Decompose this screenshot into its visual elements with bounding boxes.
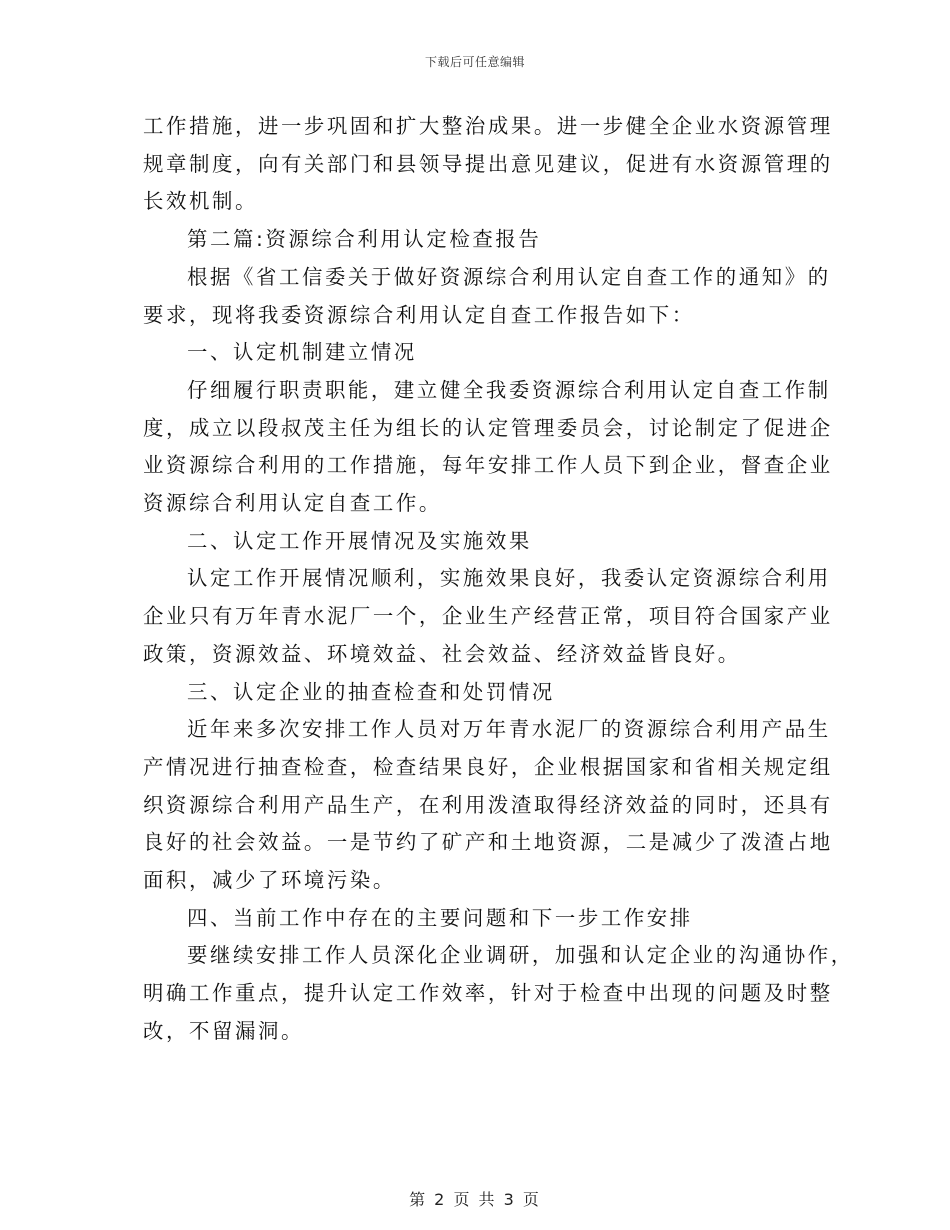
body-line: 工作措施，进一步巩固和扩大整治成果。进一步健全企业水资源管理 [143, 114, 833, 138]
body-line: 企业只有万年青水泥厂一个，企业生产经营正常，项目符合国家产业 [143, 604, 833, 629]
section-title: 第二篇:资源综合利用认定检查报告 [187, 227, 542, 252]
body-line: 良好的社会效益。一是节约了矿产和土地资源，二是减少了泼渣占地 [143, 830, 833, 855]
body-line: 要继续安排工作人员深化企业调研，加强和认定企业的沟通协作， [187, 943, 854, 968]
body-line: 资源综合利用认定自查工作。 [143, 491, 442, 516]
body-line: 根据《省工信委关于做好资源综合利用认定自查工作的通知》的 [187, 264, 831, 289]
body-line: 规章制度，向有关部门和县领导提出意见建议，促进有水资源管理的 [143, 151, 833, 176]
section-heading: 一、认定机制建立情况 [187, 340, 417, 365]
page-number-footer: 第 2 页 共 3 页 [409, 1190, 541, 1209]
body-line: 要求，现将我委资源综合利用认定自查工作报告如下： [143, 302, 695, 327]
body-line: 度，成立以段叔茂主任为组长的认定管理委员会，讨论制定了促进企 [143, 415, 833, 440]
body-line: 织资源综合利用产品生产，在利用泼渣取得经济效益的同时，还具有 [143, 792, 833, 817]
page-header-note: 下载后可任意编辑 [424, 55, 525, 69]
body-line: 明确工作重点，提升认定工作效率，针对于检查中出现的问题及时整 [143, 981, 833, 1006]
document-body [143, 108, 854, 1051]
body-line: 政策，资源效益、环境效益、社会效益、经济效益皆良好。 [143, 641, 741, 666]
body-line: 面积，减少了环境污染。 [143, 868, 396, 893]
section-heading: 四、当前工作中存在的主要问题和下一步工作安排 [187, 905, 693, 930]
section-heading: 三、认定企业的抽查检查和处罚情况 [187, 679, 555, 704]
body-line: 认定工作开展情况顺利，实施效果良好，我委认定资源综合利用 [187, 566, 831, 591]
body-line: 仔细履行职责职能，建立健全我委资源综合利用认定自查工作制 [187, 377, 831, 402]
body-line: 长效机制。 [143, 189, 258, 214]
body-line: 近年来多次安排工作人员对万年青水泥厂的资源综合利用产品生 [187, 717, 831, 742]
body-line: 产情况进行抽查检查，检查结果良好，企业根据国家和省相关规定组 [143, 754, 833, 779]
body-line: 改，不留漏洞。 [143, 1018, 304, 1043]
body-line: 业资源综合利用的工作措施，每年安排工作人员下到企业，督查企业 [143, 453, 833, 478]
section-heading: 二、认定工作开展情况及实施效果 [187, 528, 532, 553]
